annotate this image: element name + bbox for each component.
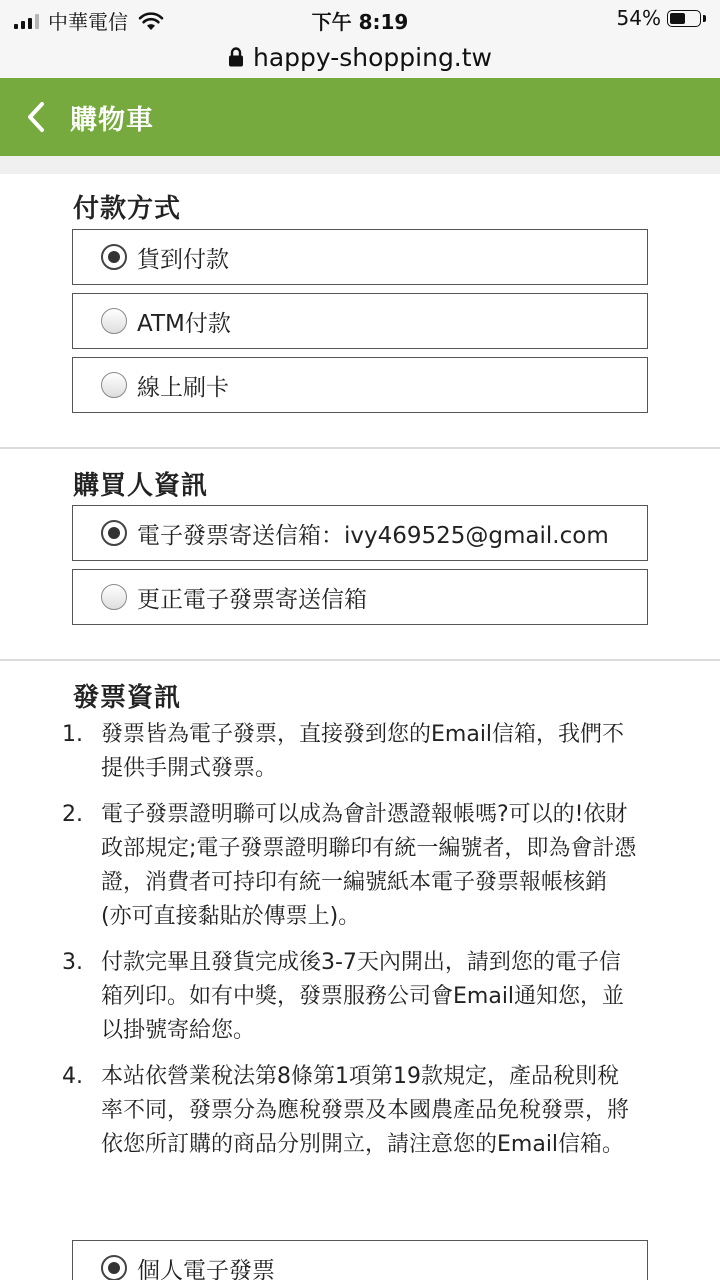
payment-radio-cod[interactable] — [101, 244, 127, 270]
list-item — [62, 718, 637, 786]
lock-icon — [228, 46, 244, 68]
list-item — [62, 946, 637, 1048]
battery-percent: 54% — [616, 6, 661, 30]
buyer-option-email[interactable] — [72, 505, 648, 561]
invoice-option-personal[interactable] — [72, 1240, 648, 1280]
app-header — [0, 78, 720, 156]
url-bar[interactable] — [0, 36, 720, 78]
buyer-option-change-email[interactable] — [72, 569, 648, 625]
buyer-section-title: 購買人資訊 — [73, 471, 209, 501]
payment-option-label: ATM付款 — [137, 310, 231, 337]
invoice-option-label: 個人電子發票 — [137, 1257, 275, 1280]
payment-option-cod[interactable] — [72, 229, 648, 285]
section-divider — [0, 659, 720, 661]
note-number: 2. — [62, 802, 83, 827]
invoice-section-title: 發票資訊 — [73, 683, 182, 713]
payment-section-title: 付款方式 — [73, 194, 182, 224]
carrier-name: 中華電信 — [48, 10, 128, 34]
note-text: 付款完畢且發貨完成後3-7天內開出，請到您的電子信箱列印。如有中獎，發票服務公司會Email通知您，並以掛號寄給您。 — [101, 950, 625, 1043]
payment-option-label: 貨到付款 — [137, 246, 229, 273]
buyer-option-label: 電子發票寄送信箱：ivy469525@gmail.com — [137, 522, 609, 549]
buyer-radio-email[interactable] — [101, 520, 127, 546]
payment-radio-credit-card[interactable] — [101, 372, 127, 398]
buyer-option-label: 更正電子發票寄送信箱 — [137, 586, 367, 613]
list-item — [62, 1060, 637, 1162]
status-right — [617, 6, 706, 30]
status-time: 下午 8:19 — [311, 10, 409, 34]
invoice-radio-personal[interactable] — [101, 1255, 127, 1280]
note-text: 發票皆為電子發票，直接發到您的Email信箱，我們不提供手開式發票。 — [101, 722, 625, 781]
note-number: 3. — [62, 950, 83, 975]
header-shadow — [0, 156, 720, 174]
payment-radio-atm[interactable] — [101, 308, 127, 334]
note-text: 電子發票證明聯可以成為會計憑證報帳嗎?可以的!依財政部規定;電子發票證明聯印有統一編號者，即為會計憑證，消費者可持印有統一編號紙本電子發票報帳核銷 (亦可直接黏貼於傳票上)。 — [101, 802, 637, 929]
back-icon[interactable] — [18, 87, 54, 147]
invoice-notes — [62, 718, 637, 1174]
buyer-radio-change-email[interactable] — [101, 584, 127, 610]
list-item — [62, 798, 637, 934]
section-divider — [0, 447, 720, 449]
note-number: 4. — [62, 1064, 83, 1089]
page-title: 購物車 — [70, 104, 154, 136]
payment-option-credit-card[interactable] — [72, 357, 648, 413]
payment-option-label: 線上刷卡 — [137, 374, 229, 401]
url-text: happy-shopping.tw — [252, 42, 493, 72]
note-text: 本站依營業稅法第8條第1項第19款規定，產品稅則稅率不同，發票分為應稅發票及本國農產品免稅發票，將依您所訂購的商品分別開立，請注意您的Email信箱。 — [101, 1064, 630, 1157]
battery-tip — [703, 15, 706, 22]
note-number: 1. — [62, 722, 83, 747]
status-bar — [0, 0, 720, 36]
payment-option-atm[interactable] — [72, 293, 648, 349]
battery-icon — [667, 10, 701, 27]
